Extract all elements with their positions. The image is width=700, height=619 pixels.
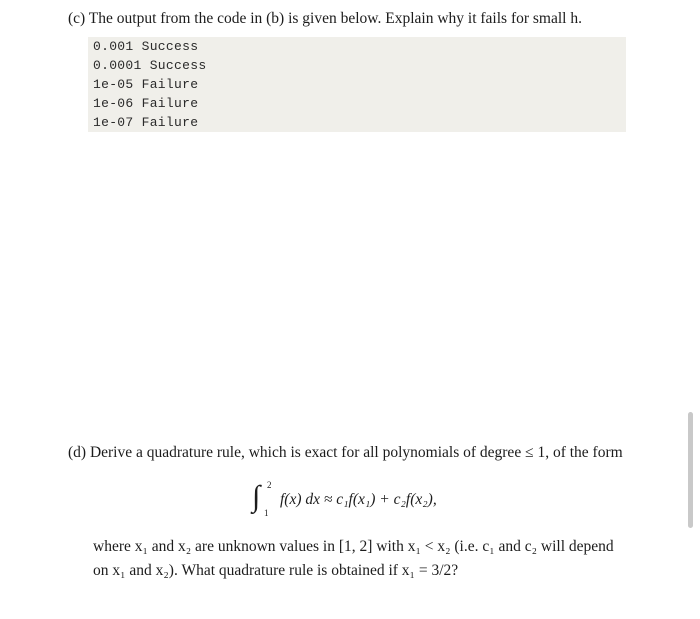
code-output-line: 1e-05 Failure bbox=[93, 77, 199, 92]
question-c-text: (c) The output from the code in (b) is given below. Explain why it fails for small h. bbox=[68, 10, 582, 27]
code-output-line: 0.001 Success bbox=[93, 39, 199, 54]
code-output-block bbox=[88, 37, 626, 132]
integral-upper-limit: 2 bbox=[267, 480, 272, 490]
integral-sign-icon: ∫ bbox=[252, 480, 261, 513]
question-d-line-1: where x₁ and x₂ are unknown values in [1, 2] with x₁ < x₂ (i.e. c₁ and c₂ will depend bbox=[93, 538, 614, 555]
integral-lower-limit: 1 bbox=[264, 508, 269, 518]
code-output-line: 0.0001 Success bbox=[93, 58, 207, 73]
code-output-line: 1e-07 Failure bbox=[93, 115, 199, 130]
question-d-line-2: on x₁ and x₂). What quadrature rule is obtained if x₁ = 3/2? bbox=[93, 562, 459, 579]
integral-expression: f(x) dx ≈ c₁f(x₁) + c₂f(x₂), bbox=[280, 491, 437, 508]
code-output-line: 1e-06 Failure bbox=[93, 96, 199, 111]
question-d-text: (d) Derive a quadrature rule, which is exact for all polynomials of degree ≤ 1, of the form bbox=[68, 444, 623, 461]
scrollbar-thumb[interactable] bbox=[688, 412, 693, 528]
